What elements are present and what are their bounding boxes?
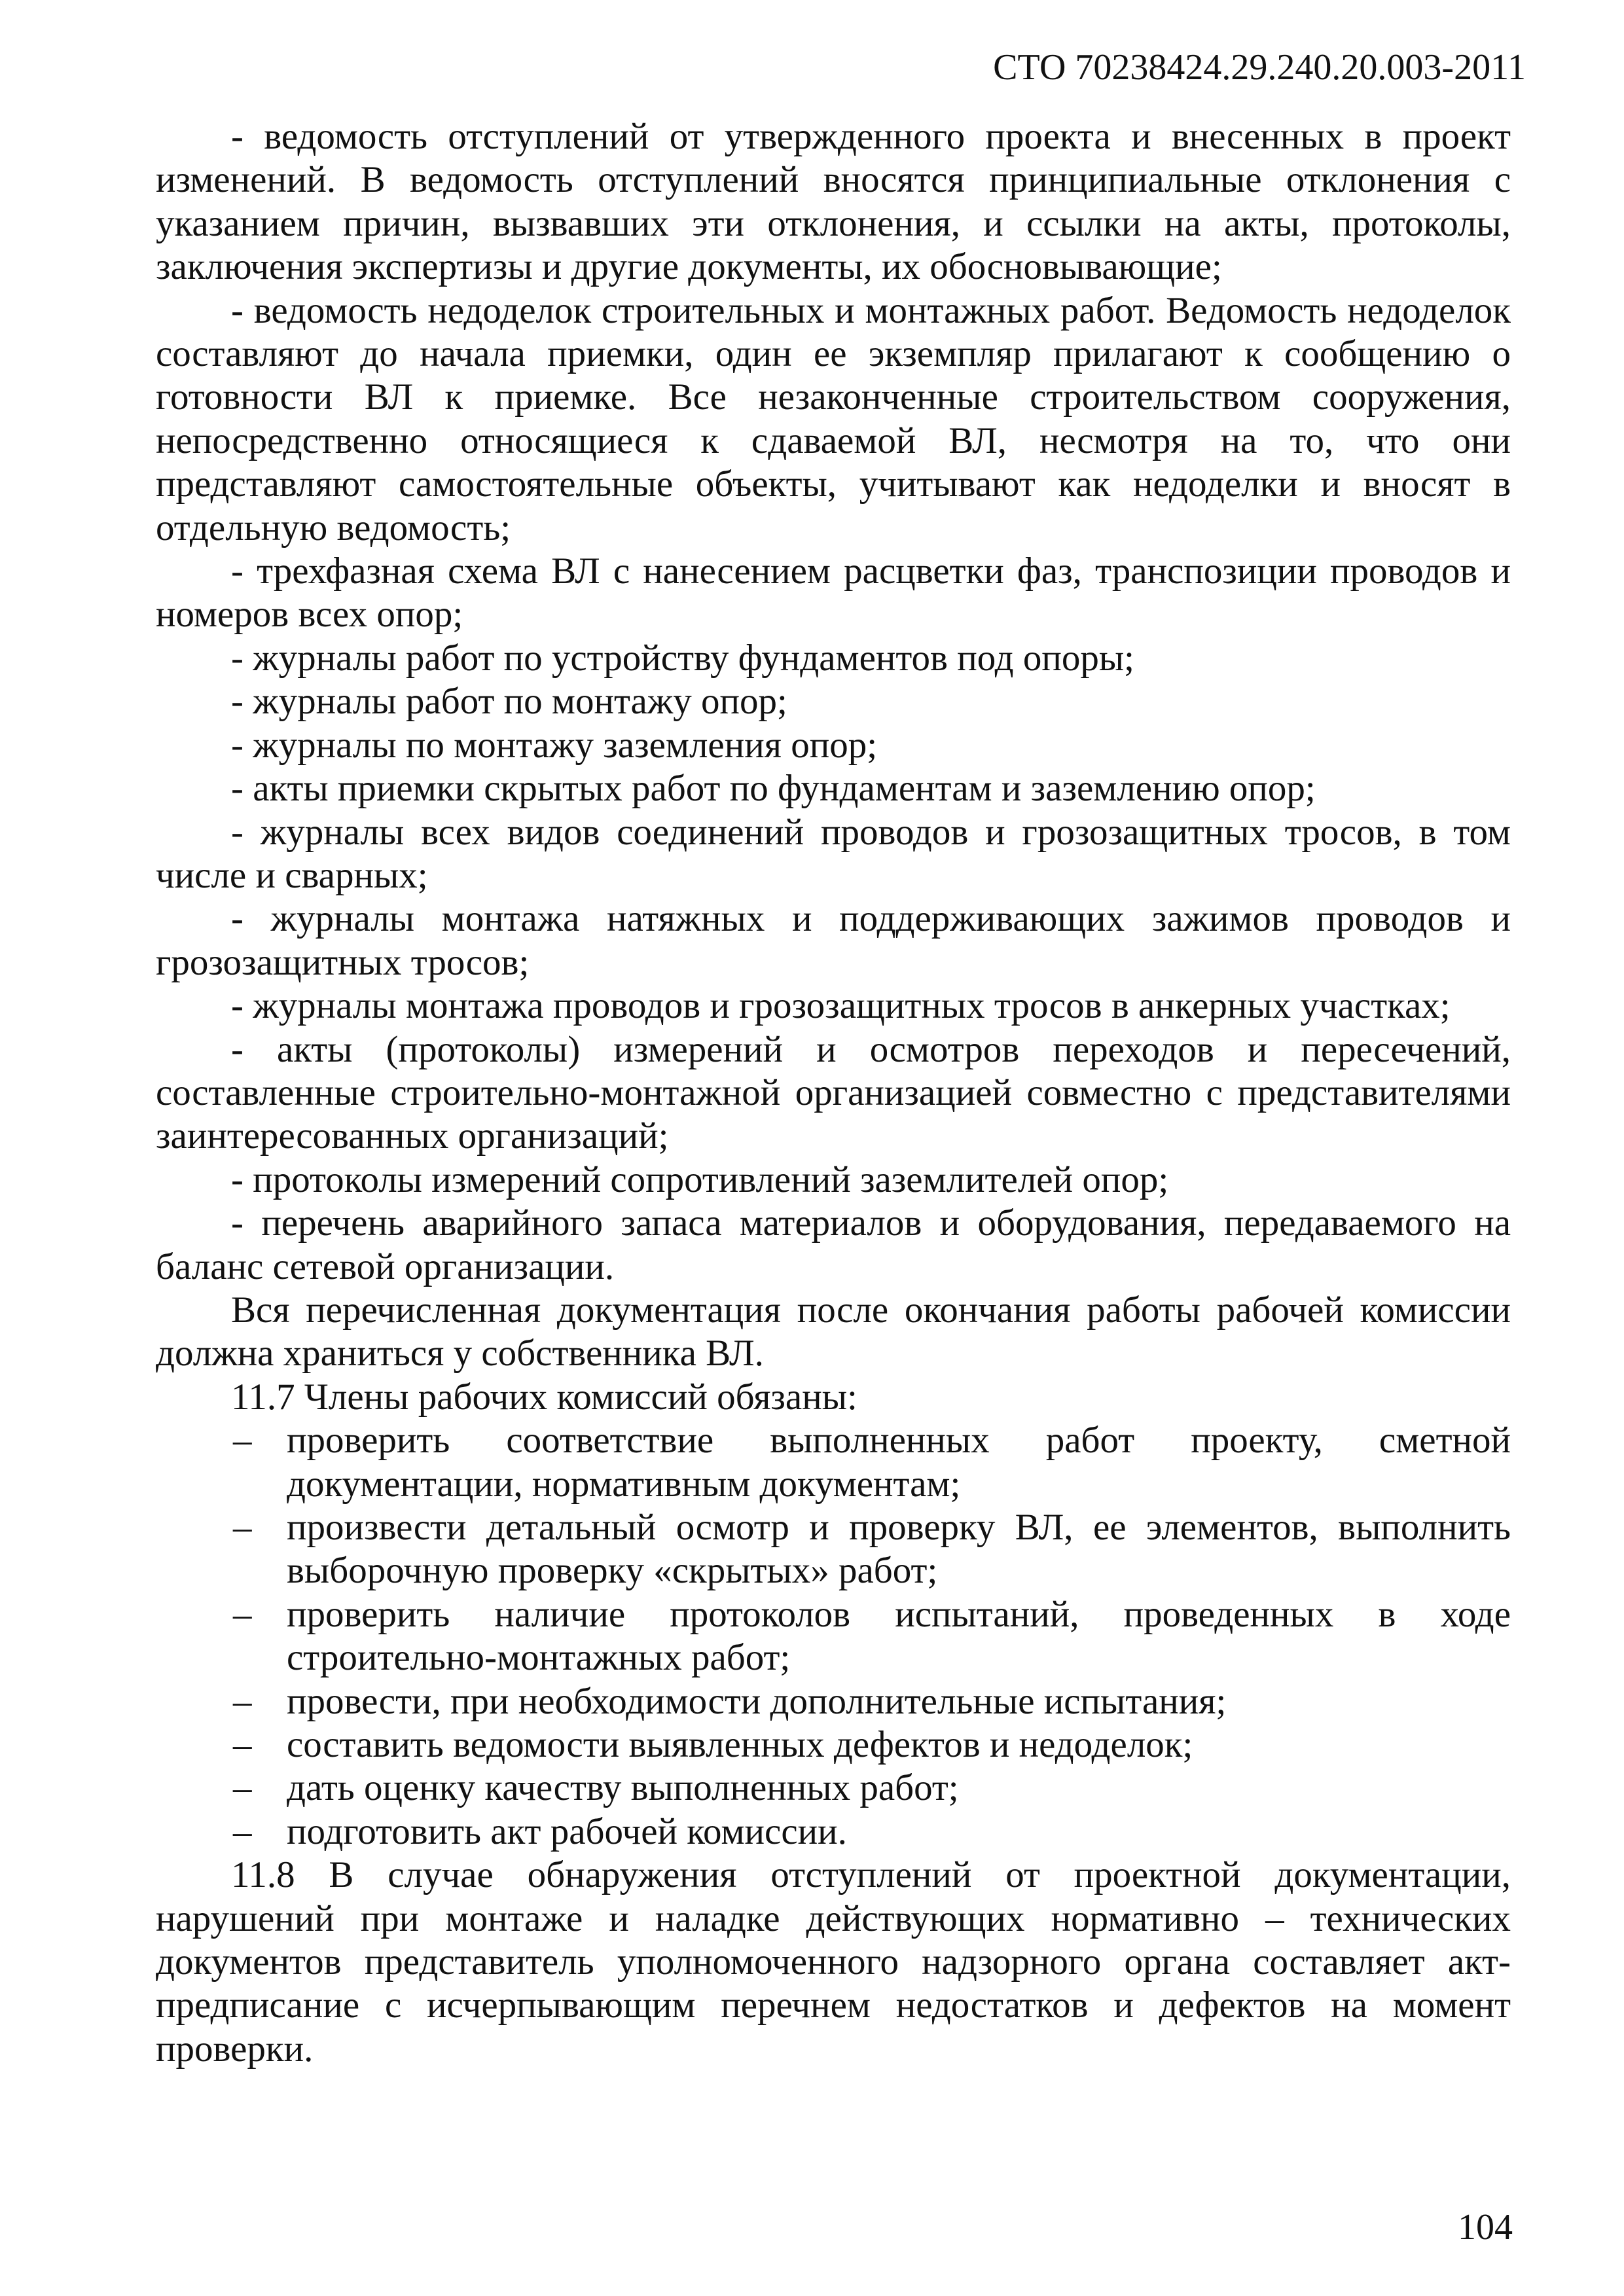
duty-text: составить ведомости выявленных дефектов и недоделок; xyxy=(287,1724,1193,1766)
paragraph-foundation-journals: - журналы работ по устройству фундаментов под опоры; xyxy=(231,637,1134,679)
paragraph-anchor-section-journals: - журналы монтажа проводов и грозозащитных тросов в анкерных участках; xyxy=(231,985,1451,1027)
duty-list-item xyxy=(156,1419,1511,1506)
section-11-7-heading: 11.7 Члены рабочих комиссий обязаны: xyxy=(231,1376,857,1418)
duty-list-item xyxy=(156,1593,1511,1680)
duty-list-item xyxy=(156,1506,1511,1593)
duty-list-item xyxy=(156,1810,1511,1854)
list-dash-marker: – xyxy=(233,1680,252,1722)
page-number: 104 xyxy=(1458,2207,1513,2248)
paragraph-grounding-journals: - журналы по монтажу заземления опор; xyxy=(231,724,878,766)
duty-list-item xyxy=(156,1767,1511,1810)
paragraph-crossing-acts: - акты (протоколы) измерений и осмотров переходов и пересечений, составленные строительно-монтажной организацией совместно с представителями заинтересованных организаций; xyxy=(156,1028,1511,1157)
duty-text: провести, при необходимости дополнительные испытания; xyxy=(287,1680,1227,1722)
duty-text: подготовить акт рабочей комиссии. xyxy=(287,1810,847,1852)
list-dash-marker: – xyxy=(233,1724,252,1766)
list-dash-marker: – xyxy=(233,1507,252,1548)
paragraph-defects-statement: - ведомость недоделок строительных и монтажных работ. Ведомость недоделок составляют до начала приемки, один ее экземпляр прилагают к сообщению о готовности ВЛ к приемке. Все незаконченные строительством сооружения, непосредственно относящиеся к сдаваемой ВЛ, несмотря на то, что они представляют самостоятельные объекты, учитывают как недоделки и вносят в отдельную ведомость; xyxy=(156,289,1511,548)
duty-list-item xyxy=(156,1680,1511,1723)
duty-text: проверить наличие протоколов испытаний, проведенных в ходе строительно-монтажных работ; xyxy=(287,1593,1511,1679)
paragraph-resistance-protocols: - протоколы измерений сопротивлений заземлителей опор; xyxy=(231,1158,1169,1200)
duty-text: проверить соответствие выполненных работ проекту, сметной документации, нормативным документам; xyxy=(287,1420,1511,1505)
section-11-8-paragraph: 11.8 В случае обнаружения отступлений от проектной документации, нарушений при монтаже и наладке действующих нормативно – технических документов представитель уполномоченного надзорного органа составляет акт-предписание с исчерпывающим перечнем недостатков и дефектов на момент проверки. xyxy=(156,1854,1511,2070)
document-body xyxy=(156,115,1511,2071)
paragraph-deviation-statement: - ведомость отступлений от утвержденного проекта и внесенных в проект изменений. В ведомость отступлений вносятся принципиальные отклонения с указанием причин, вызвавших эти отклонения, и ссылки на акты, протоколы, заключения экспертизы и другие документы, их обосновывающие; xyxy=(156,116,1511,288)
paragraph-connection-journals: - журналы всех видов соединений проводов и грозозащитных тросов, в том числе и сварных; xyxy=(156,811,1511,896)
list-dash-marker: – xyxy=(233,1767,252,1809)
duty-list-item xyxy=(156,1723,1511,1767)
paragraph-clamp-journals: - журналы монтажа натяжных и поддерживающих зажимов проводов и грозозащитных тросов; xyxy=(156,898,1511,983)
paragraph-documentation-storage: Вся перечисленная документация после окончания работы рабочей комиссии должна храниться у собственника ВЛ. xyxy=(156,1289,1511,1374)
duty-text: дать оценку качеству выполненных работ; xyxy=(287,1767,959,1809)
document-code: СТО 70238424.29.240.20.003-2011 xyxy=(993,47,1526,88)
paragraph-hidden-works-acts: - акты приемки скрытых работ по фундаментам и заземлению опор; xyxy=(231,768,1316,810)
paragraph-three-phase-scheme: - трехфазная схема ВЛ с нанесением расцветки фаз, транспозиции проводов и номеров всех опор; xyxy=(156,550,1511,636)
duty-text: произвести детальный осмотр и проверку ВЛ, ее элементов, выполнить выборочную проверку «скрытых» работ; xyxy=(287,1507,1511,1592)
list-dash-marker: – xyxy=(233,1810,252,1852)
paragraph-emergency-stock-list: - перечень аварийного запаса материалов и оборудования, передаваемого на баланс сетевой организации. xyxy=(156,1202,1511,1287)
list-dash-marker: – xyxy=(233,1420,252,1462)
list-dash-marker: – xyxy=(233,1593,252,1635)
paragraph-tower-journals: - журналы работ по монтажу опор; xyxy=(231,681,787,723)
